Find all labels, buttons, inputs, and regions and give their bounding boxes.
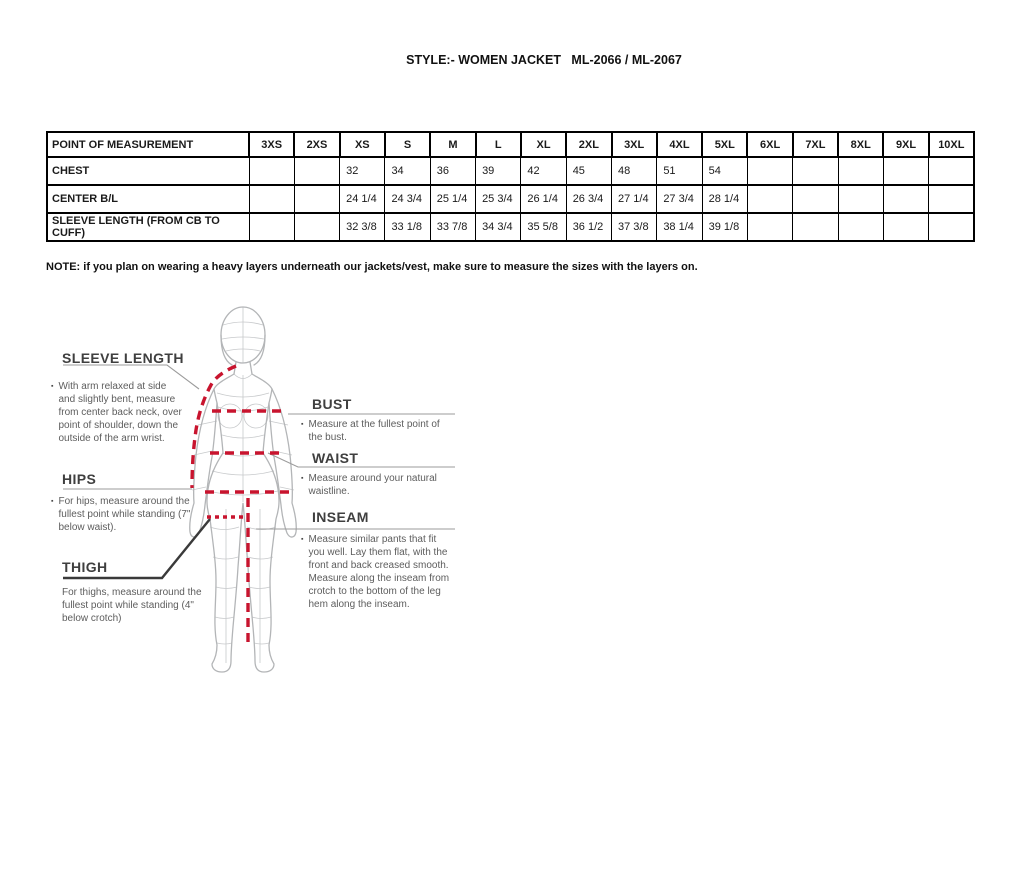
body-outline bbox=[190, 307, 297, 672]
waist-heading: WAIST bbox=[312, 450, 359, 466]
table-cell: 34 3/4 bbox=[476, 213, 521, 241]
table-cell: 24 3/4 bbox=[385, 185, 430, 213]
table-cell bbox=[747, 213, 792, 241]
column-header: 7XL bbox=[793, 132, 838, 157]
inseam-text: Measure similar pants that fit you well. Lay them flat, with the front and back creased smooth. Measure along the inseam from crotch to the bottom of the leg hem along the inseam. bbox=[308, 534, 450, 610]
body-figure-svg bbox=[40, 295, 460, 685]
table-cell bbox=[249, 185, 294, 213]
table-cell: 32 bbox=[340, 157, 385, 185]
thigh-leader-line bbox=[63, 519, 210, 578]
table-cell: 26 1/4 bbox=[521, 185, 566, 213]
column-header: 10XL bbox=[929, 132, 974, 157]
column-header: L bbox=[476, 132, 521, 157]
table-cell: 26 3/4 bbox=[566, 185, 611, 213]
sleeve-measure-line bbox=[192, 366, 236, 488]
table-cell: 38 1/4 bbox=[657, 213, 702, 241]
table-cell: 39 1/8 bbox=[702, 213, 747, 241]
column-header: POINT OF MEASUREMENT bbox=[47, 132, 249, 157]
column-header: 6XL bbox=[747, 132, 792, 157]
column-header: XS bbox=[340, 132, 385, 157]
hips-text: For hips, measure around the fullest point while standing (7" below waist). bbox=[58, 496, 191, 533]
table-cell bbox=[294, 157, 339, 185]
sleeve-length-heading: SLEEVE LENGTH bbox=[62, 350, 184, 366]
sleeve-length-text: With arm relaxed at side and slightly bent, measure from center back neck, over point of shoulder, down the outside of the arm wrist. bbox=[58, 381, 182, 444]
table-cell: 25 3/4 bbox=[476, 185, 521, 213]
table-cell: 27 3/4 bbox=[657, 185, 702, 213]
hips-heading: HIPS bbox=[62, 471, 97, 487]
column-header: 2XL bbox=[566, 132, 611, 157]
table-cell: 34 bbox=[385, 157, 430, 185]
table-cell bbox=[883, 213, 928, 241]
table-cell: 37 3/8 bbox=[612, 213, 657, 241]
table-cell bbox=[793, 213, 838, 241]
table-cell: 33 7/8 bbox=[430, 213, 475, 241]
table-cell bbox=[929, 157, 974, 185]
table-cell: 36 1/2 bbox=[566, 213, 611, 241]
table-cell bbox=[747, 185, 792, 213]
row-label: CENTER B/L bbox=[47, 185, 249, 213]
column-header: 9XL bbox=[883, 132, 928, 157]
row-label: CHEST bbox=[47, 157, 249, 185]
inseam-heading: INSEAM bbox=[312, 509, 369, 525]
column-header: 2XS bbox=[294, 132, 339, 157]
table-cell bbox=[294, 185, 339, 213]
table-cell: 42 bbox=[521, 157, 566, 185]
body-wireframe-lines bbox=[192, 307, 294, 663]
table-cell: 51 bbox=[657, 157, 702, 185]
sleeve-length-annotation bbox=[51, 380, 185, 445]
leader-lines bbox=[63, 365, 455, 529]
measurement-dash-lines bbox=[192, 366, 295, 647]
table-row-sleeve-length bbox=[47, 213, 974, 241]
hips-annotation bbox=[51, 495, 195, 534]
table-cell bbox=[793, 157, 838, 185]
table-cell bbox=[883, 157, 928, 185]
waist-annotation bbox=[301, 472, 443, 498]
table-cell bbox=[838, 213, 883, 241]
table-cell bbox=[838, 185, 883, 213]
table-cell: 27 1/4 bbox=[612, 185, 657, 213]
column-header: 3XL bbox=[612, 132, 657, 157]
bust-heading: BUST bbox=[312, 396, 352, 412]
table-row-chest bbox=[47, 157, 974, 185]
column-header: 3XS bbox=[249, 132, 294, 157]
table-cell bbox=[747, 157, 792, 185]
table-cell: 48 bbox=[612, 157, 657, 185]
table-cell bbox=[793, 185, 838, 213]
table-cell: 35 5/8 bbox=[521, 213, 566, 241]
table-cell: 28 1/4 bbox=[702, 185, 747, 213]
table-cell: 32 3/8 bbox=[340, 213, 385, 241]
table-cell: 54 bbox=[702, 157, 747, 185]
table-cell bbox=[249, 157, 294, 185]
table-cell bbox=[883, 185, 928, 213]
table-cell: 45 bbox=[566, 157, 611, 185]
table-cell: 25 1/4 bbox=[430, 185, 475, 213]
bullet-square-icon: ▪ bbox=[301, 475, 304, 482]
bust-text: Measure at the fullest point of the bust. bbox=[308, 419, 440, 443]
note-text: NOTE: if you plan on wearing a heavy layers underneath our jackets/vest, make sure to measure the sizes with the layers on. bbox=[46, 261, 698, 273]
table-cell bbox=[929, 213, 974, 241]
page-title: STYLE:- WOMEN JACKET ML-2066 / ML-2067 bbox=[406, 53, 682, 67]
table-cell bbox=[929, 185, 974, 213]
column-header: M bbox=[430, 132, 475, 157]
column-header: S bbox=[385, 132, 430, 157]
inseam-annotation bbox=[301, 533, 451, 611]
bullet-square-icon: ▪ bbox=[51, 383, 54, 390]
table-cell bbox=[838, 157, 883, 185]
waist-text: Measure around your natural waistline. bbox=[308, 473, 437, 497]
size-table bbox=[46, 131, 975, 242]
table-cell: 33 1/8 bbox=[385, 213, 430, 241]
column-header: XL bbox=[521, 132, 566, 157]
row-label: SLEEVE LENGTH (FROM CB TO CUFF) bbox=[47, 213, 249, 241]
column-header: 5XL bbox=[702, 132, 747, 157]
column-header: 4XL bbox=[657, 132, 702, 157]
table-cell bbox=[249, 213, 294, 241]
bullet-square-icon: ▪ bbox=[301, 421, 304, 428]
thigh-annotation bbox=[62, 586, 220, 625]
bullet-square-icon: ▪ bbox=[301, 536, 304, 543]
thigh-heading: THIGH bbox=[62, 559, 108, 575]
bullet-square-icon: ▪ bbox=[51, 498, 54, 505]
table-cell: 39 bbox=[476, 157, 521, 185]
thigh-text: For thighs, measure around the fullest point while standing (4" below crotch) bbox=[62, 587, 202, 624]
table-cell: 36 bbox=[430, 157, 475, 185]
column-header: 8XL bbox=[838, 132, 883, 157]
table-cell: 24 1/4 bbox=[340, 185, 385, 213]
table-header-row bbox=[47, 132, 974, 157]
table-cell bbox=[294, 213, 339, 241]
bust-annotation bbox=[301, 418, 443, 444]
table-row-center-bl bbox=[47, 185, 974, 213]
